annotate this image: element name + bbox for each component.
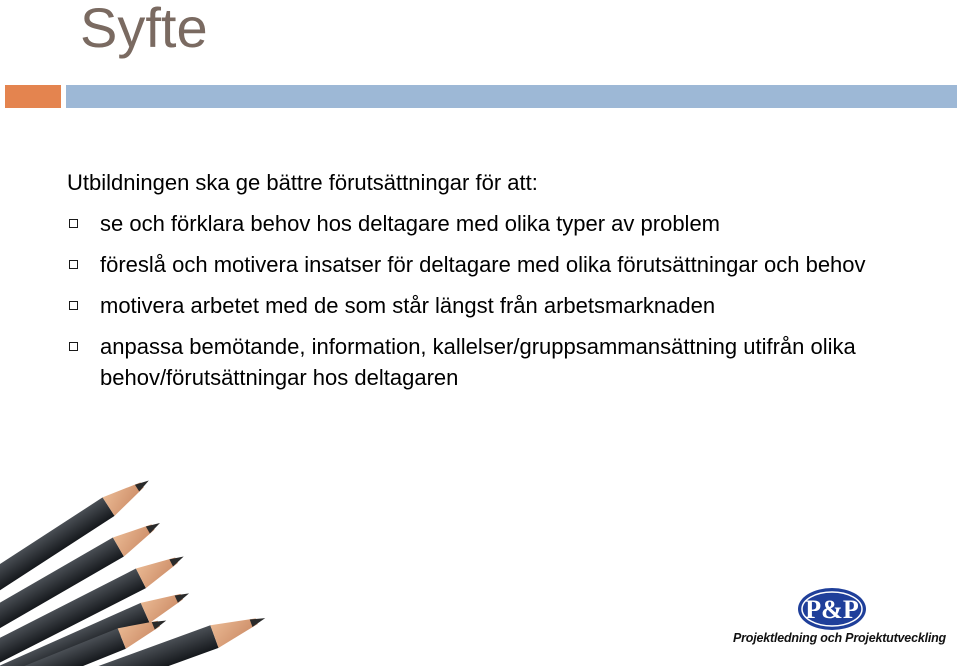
square-bullet-icon bbox=[69, 260, 78, 269]
square-bullet-icon bbox=[69, 342, 78, 351]
bullet-item bbox=[67, 249, 920, 280]
bullet-list bbox=[67, 208, 947, 403]
pencils-image bbox=[0, 470, 300, 666]
slide-title: Syfte bbox=[80, 0, 208, 59]
bullet-text: anpassa bemötande, information, kallelser/gruppsammansättning utifrån olika behov/förutsättningar hos deltagaren bbox=[100, 334, 856, 390]
svg-text:P&P: P&P bbox=[805, 595, 859, 624]
bullet-text: föreslå och motivera insatser för deltagare med olika förutsättningar och behov bbox=[100, 252, 866, 277]
square-bullet-icon bbox=[69, 301, 78, 310]
logo-tagline: Projektledning och Projektutveckling bbox=[733, 631, 946, 645]
bullet-item bbox=[67, 331, 920, 393]
bullet-item bbox=[67, 290, 947, 321]
intro-text: Utbildningen ska ge bättre förutsättningar för att: bbox=[67, 170, 538, 195]
bullet-text: motivera arbetet med de som står längst från arbetsmarknaden bbox=[100, 293, 716, 318]
accent-bar-blue bbox=[66, 85, 957, 108]
square-bullet-icon bbox=[69, 219, 78, 228]
bullet-text: se och förklara behov hos deltagare med olika typer av problem bbox=[100, 211, 721, 236]
bullet-item bbox=[67, 208, 947, 239]
accent-bar-orange bbox=[5, 85, 61, 108]
